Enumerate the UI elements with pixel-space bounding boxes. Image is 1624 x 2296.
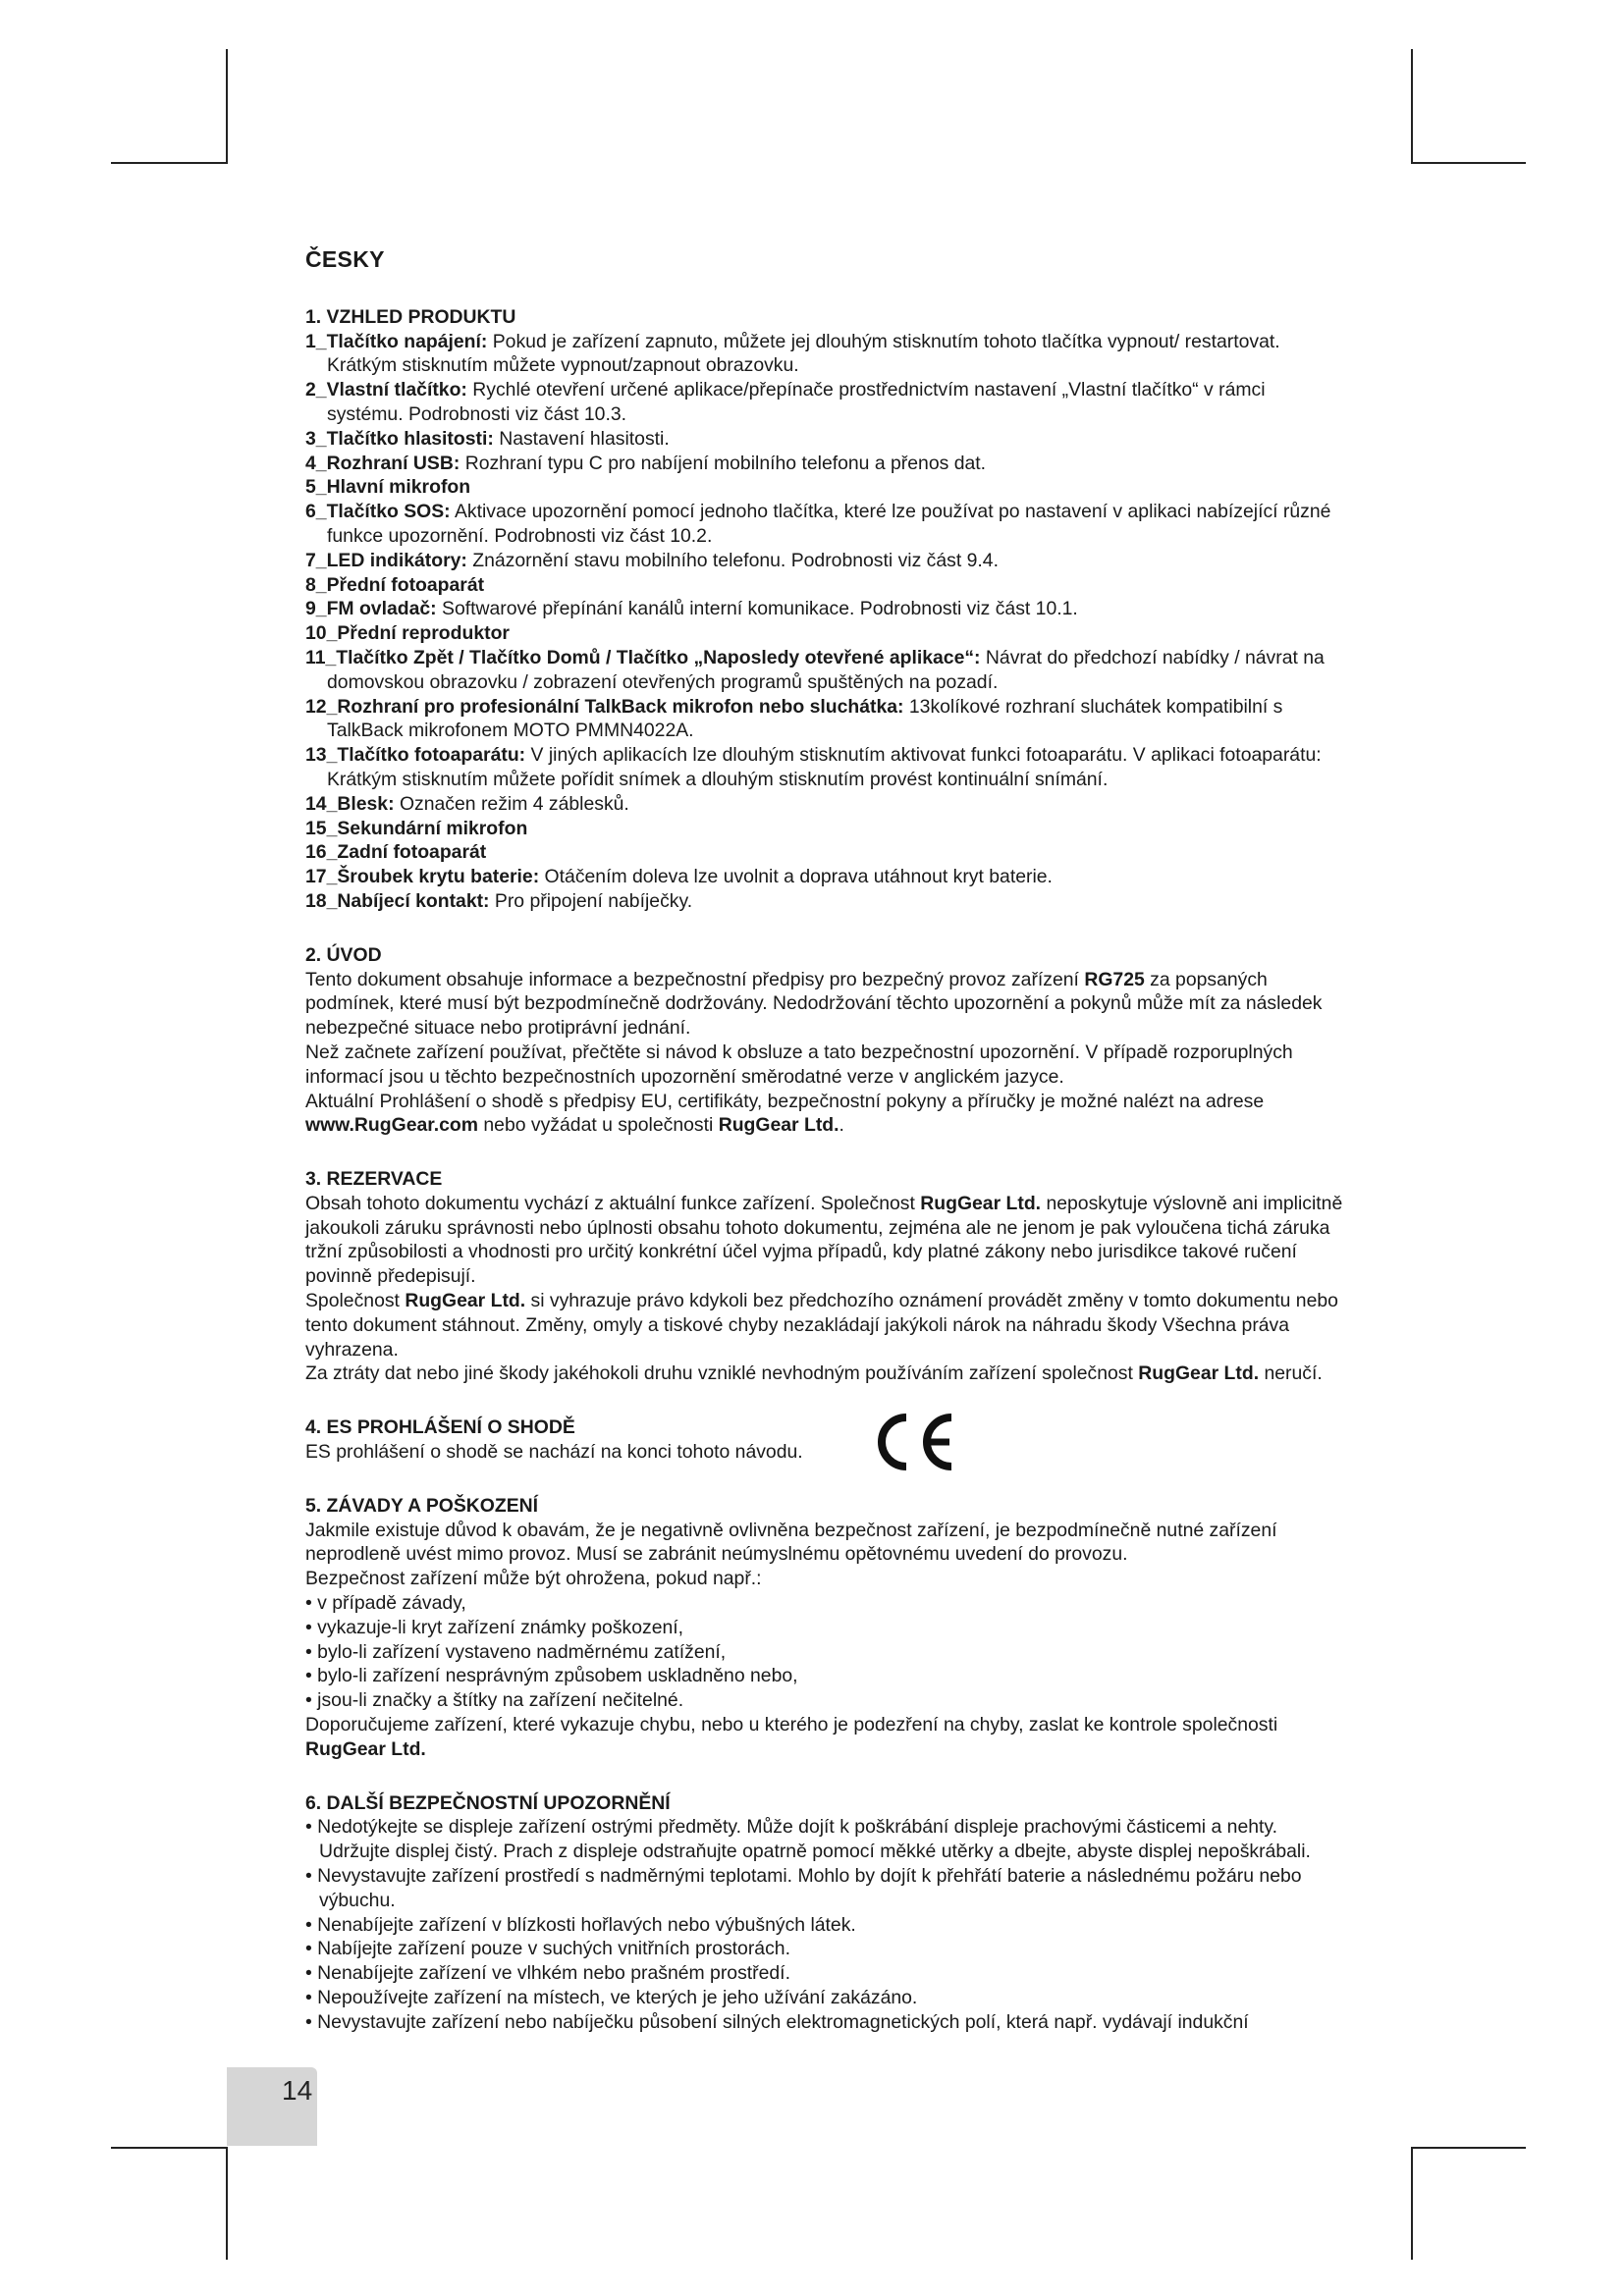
paragraph: Bezpečnost zařízení může být ohrožena, pokud např.: bbox=[305, 1568, 762, 1590]
company-name: RugGear Ltd. bbox=[1138, 1362, 1260, 1385]
item-text: V jiných aplikacích lze dlouhým stisknutím aktivovat funkci fotoaparátu. V aplikaci fotoaparátu: Krátkým stisknutím můžete pořídit snímek a dlouhým stisknutím provést kontinuální snímání. bbox=[327, 744, 1322, 790]
section-title: 1. VZHLED PRODUKTU bbox=[305, 305, 516, 328]
item-label: 7_LED indikátory: bbox=[305, 549, 467, 571]
list-item bbox=[305, 817, 1346, 841]
item-text: Návrat do předchozí nabídky / návrat na domovskou obrazovku / zobrazení otevřených programů spuštěných na pozadí. bbox=[327, 646, 1325, 693]
section-defects-damage bbox=[305, 1494, 1346, 1762]
item-label: 6_Tlačítko SOS: bbox=[305, 501, 451, 523]
bullet-item: • Nabíjejte zařízení pouze v suchých vnitřních prostorách. bbox=[305, 1938, 790, 1960]
company-name: RugGear Ltd. bbox=[920, 1192, 1042, 1214]
section-title: 6. DALŠÍ BEZPEČNOSTNÍ UPOZORNĚNÍ bbox=[305, 1791, 671, 1814]
item-label: 4_Rozhraní USB: bbox=[305, 452, 460, 474]
paragraph: Než začnete zařízení používat, přečtěte si návod k obsluze a tato bezpečnostní upozornění. V případě rozporuplných informací jsou u těchto bezpečnostních upozornění směrodatné verze v anglickém jazyce. bbox=[305, 1041, 1293, 1088]
ce-mark-icon bbox=[869, 1410, 957, 1474]
item-text: Rychlé otevření určené aplikace/přepínače prostřednictvím nastavení „Vlastní tlačítko“ v rámci systému. Podrobnosti viz část 10.3. bbox=[327, 379, 1266, 425]
section-title: 2. ÚVOD bbox=[305, 943, 382, 966]
bullet-item: • v případě závady, bbox=[305, 1592, 466, 1615]
section-product-overview bbox=[305, 305, 1346, 914]
bullet-item: • jsou-li značky a štítky na zařízení nečitelné. bbox=[305, 1689, 684, 1712]
text-run: Obsah tohoto dokumentu vychází z aktuální funkce zařízení. Společnost bbox=[305, 1192, 921, 1214]
page-content bbox=[305, 247, 1346, 2035]
bullet-item: • Nepoužívejte zařízení na místech, ve kterých je jeho užívání zakázáno. bbox=[305, 1987, 918, 2008]
language-heading: ČESKY bbox=[305, 246, 385, 272]
crop-mark-top-left-v bbox=[226, 49, 228, 164]
text-run: Aktuální Prohlášení o shodě s předpisy EU, certifikáty, bezpečnostní pokyny a příručky je možné nalézt na adrese bbox=[305, 1090, 1265, 1112]
bullet-item: • bylo-li zařízení nesprávným způsobem uskladněno nebo, bbox=[305, 1665, 798, 1687]
text-run: Tento dokument obsahuje informace a bezpečnostní předpisy pro bezpečný provoz zařízení bbox=[305, 968, 1085, 990]
crop-mark-top-right-v bbox=[1411, 49, 1413, 164]
text-run: . bbox=[839, 1114, 844, 1137]
section-disclaimer bbox=[305, 1167, 1346, 1386]
list-item bbox=[305, 743, 1346, 792]
bullet-item: • Nenabíjejte zařízení v blízkosti hořlavých nebo výbušných látek. bbox=[305, 1913, 856, 1936]
list-item bbox=[305, 840, 1346, 865]
section-title: 3. REZERVACE bbox=[305, 1168, 443, 1191]
paragraph bbox=[305, 1362, 1346, 1386]
text-run: neručí. bbox=[1259, 1362, 1323, 1385]
list-item bbox=[305, 475, 1346, 500]
item-text: Softwarové přepínání kanálů interní komunikace. Podrobnosti viz část 10.1. bbox=[436, 598, 1078, 620]
section-safety-notes bbox=[305, 1791, 1346, 2035]
item-label: 1_Tlačítko napájení: bbox=[305, 330, 488, 352]
company-name: RugGear Ltd. bbox=[718, 1114, 839, 1137]
item-label: 16_Zadní fotoaparát bbox=[305, 841, 487, 864]
list-item bbox=[305, 330, 1346, 379]
list-item bbox=[305, 378, 1346, 427]
bullet-item: • Nedotýkejte se displeje zařízení ostrými předměty. Může dojít k poškrábání displeje prachovými částicemi a nehty. Udržujte displej čistý. Prach z displeje odstraňujte opatrně pomocí měkké utěrky a dbejte, abyste displej nepoškrábali. bbox=[305, 1816, 1311, 1863]
website-link[interactable]: www.RugGear.com bbox=[305, 1114, 478, 1137]
page-number: 14 bbox=[282, 2075, 313, 2106]
crop-mark-bottom-left-v bbox=[226, 2147, 228, 2260]
paragraph bbox=[305, 1713, 1346, 1762]
bullet-item: • Nevystavujte zařízení nebo nabíječku působení silných elektromagnetických polí, která např. vydávají indukční bbox=[305, 2010, 1249, 2033]
item-text: 13kolíkové rozhraní sluchátek kompatibilní s TalkBack mikrofonem MOTO PMMN4022A. bbox=[327, 695, 1283, 742]
company-name: RugGear Ltd. bbox=[305, 1737, 426, 1760]
item-label: 18_Nabíjecí kontakt: bbox=[305, 889, 490, 912]
item-label: 11_Tlačítko Zpět / Tlačítko Domů / Tlačítko „Naposledy otevřené aplikace“: bbox=[305, 646, 981, 668]
list-item bbox=[305, 597, 1346, 621]
text-run: nebo vyžádat u společnosti bbox=[478, 1114, 719, 1137]
paragraph: Jakmile existuje důvod k obavám, že je negativně ovlivněna bezpečnost zařízení, je bezpodmínečně nutné zařízení neprodleně uvést mimo provoz. Musí se zabránit neúmyslnému opětovnému uvedení do provozu. bbox=[305, 1519, 1277, 1566]
item-label: 12_Rozhraní pro profesionální TalkBack mikrofon nebo sluchátka: bbox=[305, 695, 904, 718]
list-item bbox=[305, 452, 1346, 476]
list-item bbox=[305, 792, 1346, 817]
text-run: za popsaných podmínek, které musí být bezpodmínečně dodržovány. Nedodržování těchto upozornění a pokynů může mít za následek nebezpečné situace nebo protiprávní jednání. bbox=[305, 968, 1323, 1040]
item-text: Nastavení hlasitosti. bbox=[493, 427, 670, 450]
item-label: 8_Přední fotoaparát bbox=[305, 573, 485, 596]
item-label: 15_Sekundární mikrofon bbox=[305, 817, 528, 839]
crop-mark-bottom-right-v bbox=[1411, 2147, 1413, 2260]
crop-mark-bottom-left-h bbox=[111, 2147, 228, 2149]
item-label: 14_Blesk: bbox=[305, 792, 395, 815]
list-item bbox=[305, 427, 1346, 452]
item-label: 17_Šroubek krytu baterie: bbox=[305, 866, 540, 888]
item-label: 3_Tlačítko hlasitosti: bbox=[305, 427, 494, 450]
item-label: 9_FM ovladač: bbox=[305, 598, 437, 620]
bullet-item: • vykazuje-li kryt zařízení známky poškození, bbox=[305, 1616, 684, 1638]
text-run: neposkytuje výslovně ani implicitně jakoukoli záruku správnosti nebo úplnosti obsahu tohoto dokumentu, zejména ale ne jenom je pak vyloučena tichá záruka tržní způsobilosti a vhodnosti pro určitý konkrétní účel vyjma případů, kdy platné zákony nebo jurisdikce takové ručení povinně předepisují. bbox=[305, 1192, 1343, 1288]
list-item bbox=[305, 695, 1346, 744]
list-item bbox=[305, 889, 1346, 914]
item-text: Otáčením doleva lze uvolnit a doprava utáhnout kryt baterie. bbox=[539, 866, 1053, 888]
list-item bbox=[305, 573, 1346, 598]
paragraph bbox=[305, 1090, 1346, 1139]
list-item bbox=[305, 621, 1346, 646]
text-run: Doporučujeme zařízení, které vykazuje chybu, nebo u kterého je podezření na chyby, zaslat ke kontrole společnosti bbox=[305, 1714, 1278, 1736]
paragraph: ES prohlášení o shodě se nachází na konci tohoto návodu. bbox=[305, 1441, 803, 1464]
item-text: Označen režim 4 záblesků. bbox=[394, 792, 629, 815]
item-label: 13_Tlačítko fotoaparátu: bbox=[305, 744, 526, 767]
company-name: RugGear Ltd. bbox=[405, 1290, 526, 1312]
list-item bbox=[305, 549, 1346, 573]
crop-mark-top-right-h bbox=[1411, 162, 1526, 164]
bullet-item: • Nenabíjejte zařízení ve vlhkém nebo prašném prostředí. bbox=[305, 1962, 790, 1985]
item-label: 2_Vlastní tlačítko: bbox=[305, 379, 467, 401]
paragraph bbox=[305, 1192, 1346, 1289]
list-item bbox=[305, 500, 1346, 549]
paragraph bbox=[305, 968, 1346, 1041]
crop-mark-bottom-right-h bbox=[1411, 2147, 1526, 2149]
item-text: Rozhraní typu C pro nabíjení mobilního telefonu a přenos dat. bbox=[460, 452, 987, 474]
text-run: Za ztráty dat nebo jiné škody jakéhokoli druhu vzniklé nevhodným používáním zařízení společnost bbox=[305, 1362, 1139, 1385]
list-item bbox=[305, 865, 1346, 889]
item-text: Znázornění stavu mobilního telefonu. Podrobnosti viz část 9.4. bbox=[466, 549, 999, 571]
bullet-item: • bylo-li zařízení vystaveno nadměrnému zatížení, bbox=[305, 1640, 727, 1663]
item-text: Pro připojení nabíječky. bbox=[489, 889, 693, 912]
model-name: RG725 bbox=[1084, 968, 1145, 990]
text-run: Společnost bbox=[305, 1290, 406, 1312]
bullet-item: • Nevystavujte zařízení prostředí s nadměrnými teplotami. Mohlo by dojít k přehřátí baterie a následnému požáru nebo výbuchu. bbox=[305, 1865, 1302, 1911]
paragraph bbox=[305, 1289, 1346, 1362]
item-text: Pokud je zařízení zapnuto, můžete jej dlouhým stisknutím tohoto tlačítka vypnout/ restartovat. Krátkým stisknutím můžete vypnout/zapnout obrazovku. bbox=[327, 330, 1280, 377]
section-title: 5. ZÁVADY A POŠKOZENÍ bbox=[305, 1494, 539, 1517]
item-label: 5_Hlavní mikrofon bbox=[305, 476, 471, 499]
section-introduction bbox=[305, 943, 1346, 1138]
item-text: Aktivace upozornění pomocí jednoho tlačítka, které lze používat po nastavení v aplikaci nabízející různé funkce upozornění. Podrobnosti viz část 10.2. bbox=[327, 501, 1331, 547]
text-run: si vyhrazuje právo kdykoli bez předchozího oznámení provádět změny v tomto dokumentu nebo tento dokument stáhnout. Změny, omyly a tiskové chyby nezakládají jakýkoli nárok na náhradu škody Všechna práva vyhrazena. bbox=[305, 1290, 1338, 1361]
item-label: 10_Přední reproduktor bbox=[305, 622, 510, 645]
crop-mark-top-left-h bbox=[111, 162, 228, 164]
section-title: 4. ES PROHLÁŠENÍ O SHODĚ bbox=[305, 1416, 575, 1439]
list-item bbox=[305, 646, 1346, 695]
section-ce-declaration bbox=[305, 1415, 1346, 1465]
